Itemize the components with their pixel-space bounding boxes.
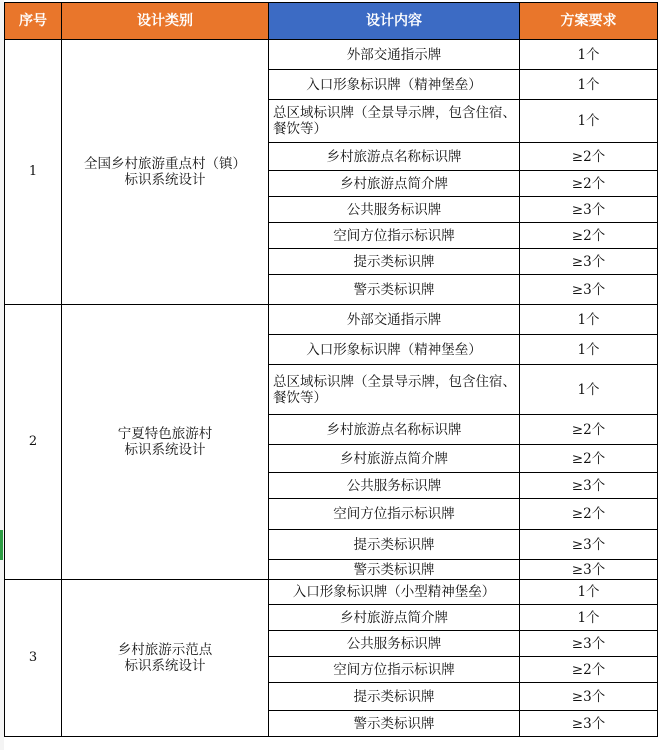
content-cell[interactable]: 提示类标识牌 [269,683,520,711]
category-line: 全国乡村旅游重点村（镇） [84,156,246,172]
group-no-cell[interactable]: 1 [5,40,62,305]
content-cell[interactable]: 乡村旅游点简介牌 [269,605,520,631]
content-cell[interactable]: 公共服务标识牌 [269,197,520,223]
header-row [5,3,658,40]
category-line: 宁夏特色旅游村 [117,426,213,442]
table-row [5,305,658,335]
requirement-cell[interactable]: ≥2个 [520,445,658,473]
content-cell[interactable]: 公共服务标识牌 [269,631,520,657]
content-cell[interactable]: 警示类标识牌 [269,275,520,305]
header-no[interactable]: 序号 [5,3,62,40]
content-cell[interactable]: 乡村旅游点简介牌 [269,445,520,473]
content-cell[interactable]: 警示类标识牌 [269,711,520,737]
content-cell[interactable]: 入口形象标识牌（小型精神堡垒） [269,580,520,605]
requirement-cell[interactable]: ≥3个 [520,530,658,560]
category-line: 标识系统设计 [124,658,206,674]
content-cell[interactable]: 总区域标识牌（全景导示牌，包含住宿、餐饮等） [269,100,520,143]
requirement-cell[interactable]: ≥3个 [520,249,658,275]
requirement-cell[interactable]: 1个 [520,335,658,365]
requirement-cell[interactable]: 1个 [520,605,658,631]
content-cell[interactable]: 空间方位指示标识牌 [269,657,520,683]
requirement-cell[interactable]: ≥3个 [520,631,658,657]
group-category-cell[interactable] [62,580,269,737]
content-cell[interactable]: 提示类标识牌 [269,249,520,275]
table-row [5,40,658,70]
content-cell[interactable]: 入口形象标识牌（精神堡垒） [269,70,520,100]
requirement-cell[interactable]: ≥2个 [520,499,658,530]
table-row [5,580,658,605]
category-line: 标识系统设计 [124,442,206,458]
group-category-cell[interactable] [62,40,269,305]
group-no-cell[interactable]: 3 [5,580,62,737]
requirement-cell[interactable]: ≥3个 [520,473,658,499]
requirement-cell[interactable]: 1个 [520,70,658,100]
requirement-cell[interactable]: ≥2个 [520,415,658,445]
group-category-cell[interactable] [62,305,269,580]
category-line: 乡村旅游示范点 [117,642,213,658]
selection-marker [0,530,3,560]
category-line: 标识系统设计 [124,172,206,188]
content-cell[interactable]: 外部交通指示牌 [269,40,520,70]
content-cell[interactable]: 乡村旅游点名称标识牌 [269,415,520,445]
requirement-cell[interactable]: ≥3个 [520,197,658,223]
header-requirement[interactable]: 方案要求 [520,3,658,40]
content-cell[interactable]: 乡村旅游点简介牌 [269,171,520,197]
requirement-cell[interactable]: ≥3个 [520,275,658,305]
requirement-cell[interactable]: ≥3个 [520,683,658,711]
requirement-cell[interactable]: ≥2个 [520,171,658,197]
content-cell[interactable]: 入口形象标识牌（精神堡垒） [269,335,520,365]
content-cell[interactable]: 空间方位指示标识牌 [269,499,520,530]
content-cell[interactable]: 总区域标识牌（全景导示牌，包含住宿、餐饮等） [269,365,520,415]
group-no-cell[interactable]: 2 [5,305,62,580]
design-requirements-table [4,2,658,737]
content-cell[interactable]: 外部交通指示牌 [269,305,520,335]
header-category[interactable]: 设计类别 [62,3,269,40]
content-cell[interactable]: 乡村旅游点名称标识牌 [269,143,520,171]
requirement-cell[interactable]: 1个 [520,580,658,605]
content-cell[interactable]: 警示类标识牌 [269,560,520,580]
requirement-cell[interactable]: 1个 [520,100,658,143]
requirement-cell[interactable]: 1个 [520,40,658,70]
requirement-cell[interactable]: ≥2个 [520,143,658,171]
requirement-cell[interactable]: 1个 [520,365,658,415]
requirement-cell[interactable]: ≥3个 [520,560,658,580]
content-cell[interactable]: 提示类标识牌 [269,530,520,560]
requirement-cell[interactable]: ≥2个 [520,223,658,249]
content-cell[interactable]: 空间方位指示标识牌 [269,223,520,249]
header-content[interactable]: 设计内容 [269,3,520,40]
requirement-cell[interactable]: ≥2个 [520,657,658,683]
requirement-cell[interactable]: 1个 [520,305,658,335]
content-cell[interactable]: 公共服务标识牌 [269,473,520,499]
requirement-cell[interactable]: ≥3个 [520,711,658,737]
